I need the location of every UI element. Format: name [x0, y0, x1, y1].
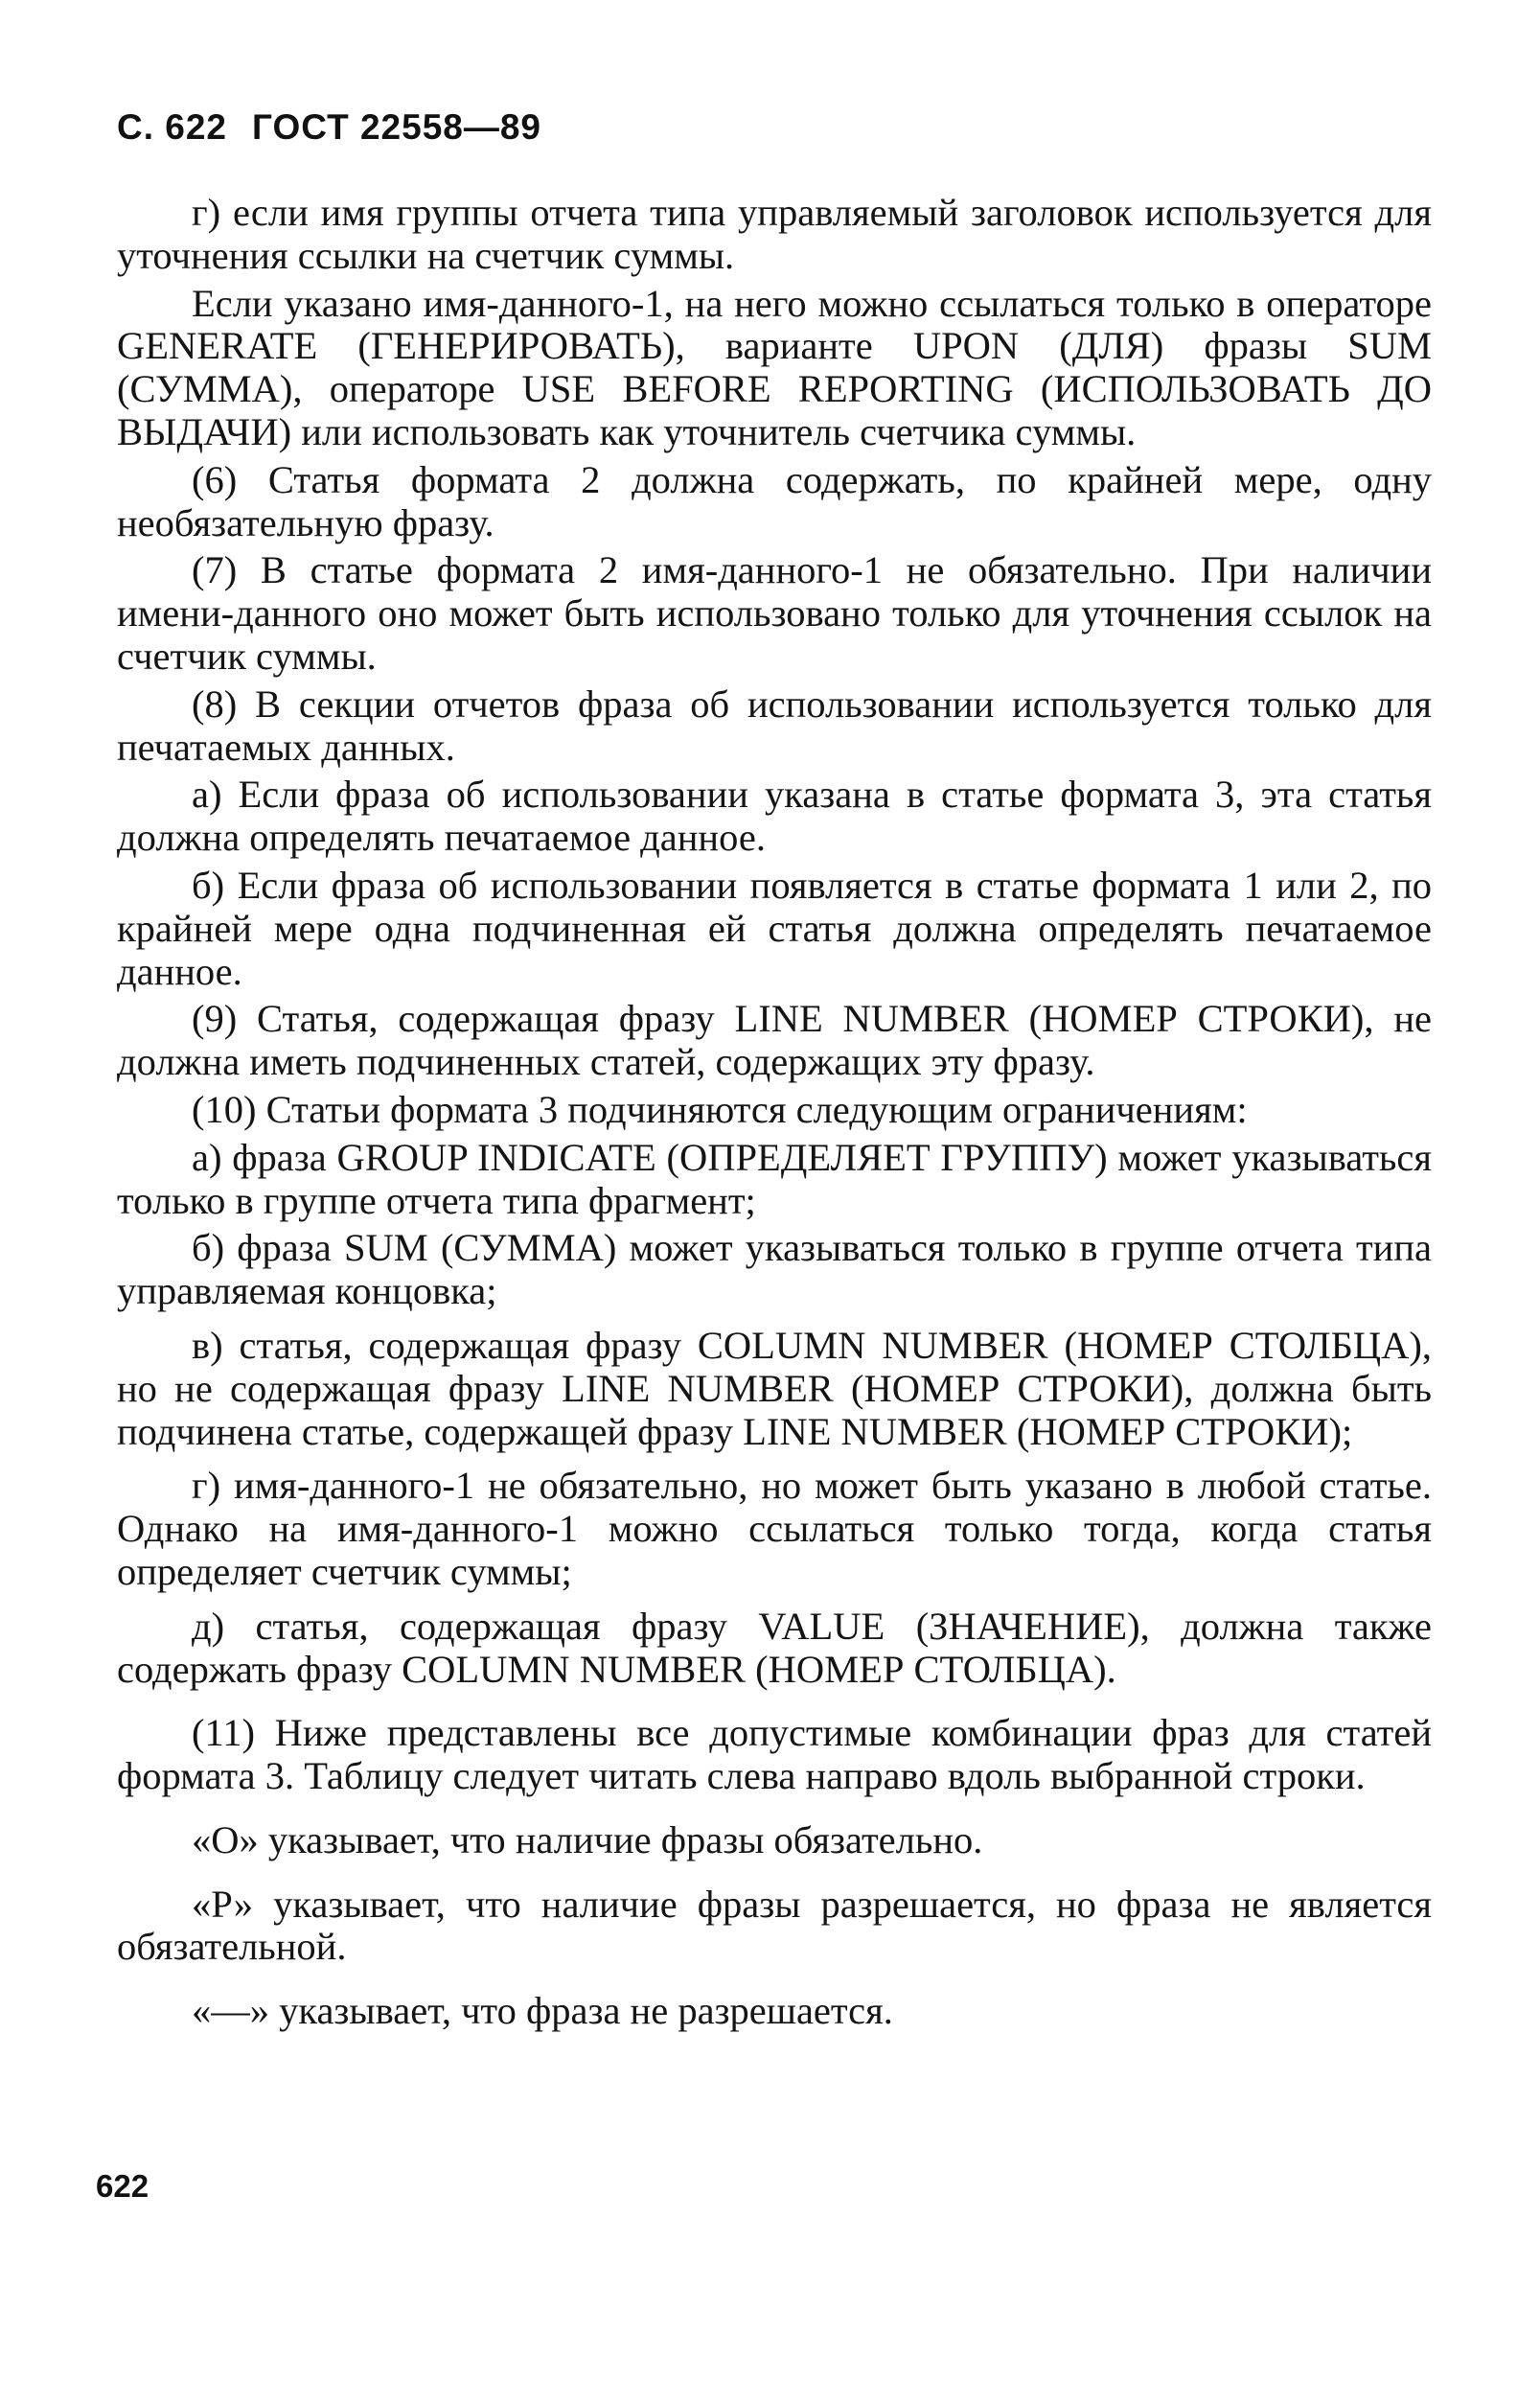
document-body [117, 192, 1432, 2038]
standard-title: ГОСТ 22558—89 [252, 107, 542, 147]
page-number: 622 [96, 2168, 149, 2204]
paragraph: г) имя-данного-1 не обязательно, но может быть указано в любой статье. Однако на имя-данного-1 можно ссылаться только тогда, когда статья определяет счетчик суммы; [117, 1464, 1432, 1593]
paragraph: а) фраза GROUP INDICATE (ОПРЕДЕЛЯЕТ ГРУППУ) может указываться только в группе отчета типа фрагмент; [117, 1135, 1432, 1222]
paragraph: «Р» указывает, что наличие фразы разрешается, но фраза не является обязательной. [117, 1882, 1432, 1969]
paragraph: Если указано имя-данного-1, на него можно ссылаться только в операторе GENERATE (ГЕНЕРИРОВАТЬ), варианте UPON (ДЛЯ) фразы SUM (СУММА), операторе USE BEFORE REPORTING (ИСПОЛЬЗОВАТЬ ДО ВЫДАЧИ) или использовать как уточнитель счетчика суммы. [117, 281, 1432, 453]
paragraph: «—» указывает, что фраза не разрешается. [192, 1989, 893, 2033]
page-header [117, 107, 541, 148]
paragraph: а) Если фраза об использовании указана в статье формата 3, эта статья должна определять печатаемое данное. [117, 773, 1432, 860]
paragraph: (8) В секции отчетов фраза об использовании используется только для печатаемых данных. [117, 682, 1432, 769]
paragraph: (9) Статья, содержащая фразу LINE NUMBER (НОМЕР СТРОКИ), не должна иметь подчиненных статей, содержащих эту фразу. [117, 997, 1432, 1084]
paragraph: (10) Статьи формата 3 подчиняются следующим ограничениям: [192, 1087, 1248, 1131]
paragraph: б) Если фраза об использовании появляется в статье формата 1 или 2, по крайней мере одна подчиненная ей статья должна определять печатаемое данное. [117, 863, 1432, 993]
paragraph: б) фраза SUM (СУММА) может указываться только в группе отчета типа управляемая концовка; [117, 1226, 1432, 1313]
paragraph: д) статья, содержащая фразу VALUE (ЗНАЧЕНИЕ), должна также содержать фразу COLUMN NUMBER (НОМЕР СТОЛБЦА). [117, 1604, 1432, 1691]
paragraph: в) статья, содержащая фразу COLUMN NUMBER (НОМЕР СТОЛБЦА), но не содержащая фразу LINE NUMBER (НОМЕР СТРОКИ), должна быть подчинена статье, содержащей фразу LINE NUMBER (НОМЕР СТРОКИ); [117, 1323, 1432, 1453]
paragraph: (6) Статья формата 2 должна содержать, по крайней мере, одну необязательную фразу. [117, 457, 1432, 544]
paragraph: (11) Ниже представлены все допустимые комбинации фраз для статей формата 3. Таблицу следует читать слева направо вдоль выбранной строки. [117, 1711, 1432, 1798]
page-reference: С. 622 [117, 107, 228, 147]
paragraph: «О» указывает, что наличие фразы обязательно. [192, 1817, 983, 1861]
paragraph: г) если имя группы отчета типа управляемый заголовок используется для уточнения ссылки на счетчик суммы. [117, 191, 1432, 277]
paragraph: (7) В статье формата 2 имя-данного-1 не обязательно. При наличии имени-данного оно может быть использовано только для уточнения ссылок на счетчик суммы. [117, 548, 1432, 678]
